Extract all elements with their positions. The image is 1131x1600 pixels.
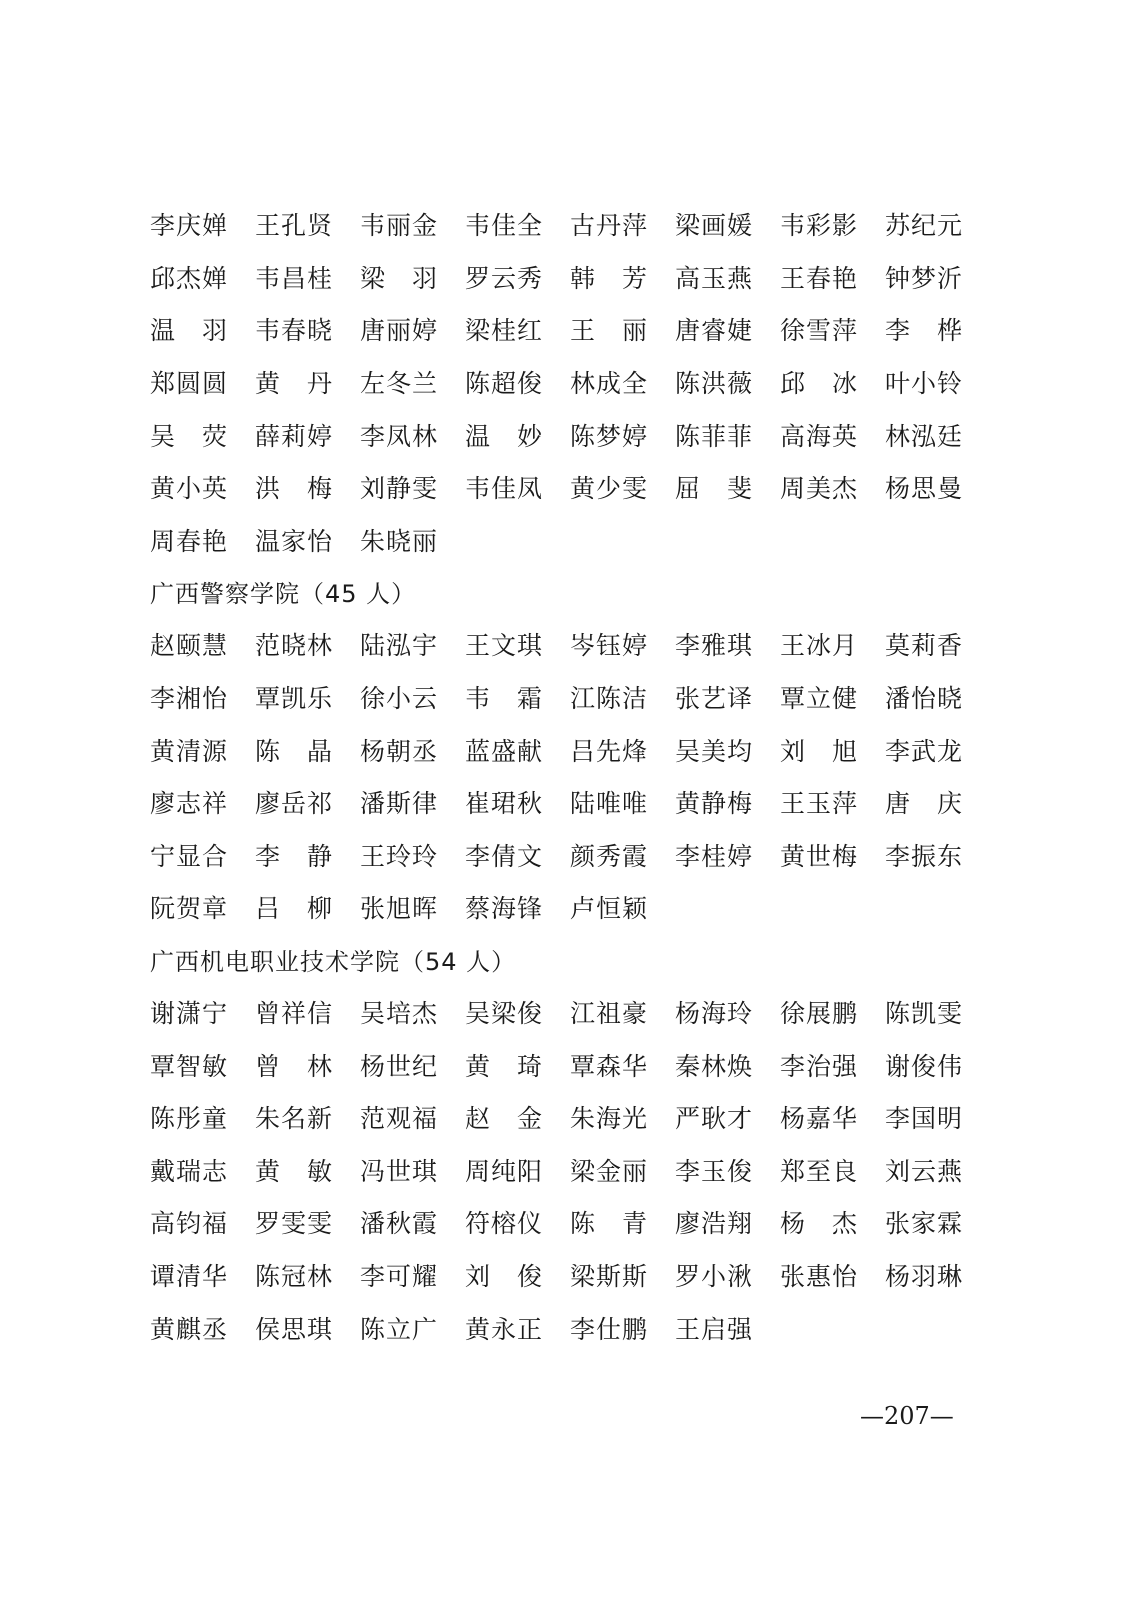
name-entry: 范晓林 (255, 631, 334, 661)
name-entry: 吕 柳 (255, 894, 334, 924)
name-entry: 徐小云 (360, 684, 439, 714)
section-heading: 广西警察学院（45 人） (150, 580, 417, 609)
name-entry: 黄 敏 (255, 1156, 334, 1186)
name-entry: 朱名新 (255, 1104, 334, 1134)
name-entry: 吴培杰 (360, 999, 439, 1029)
name-entry: 韦春晓 (255, 316, 334, 346)
section-heading: 广西机电职业技术学院（54 人） (150, 947, 517, 976)
name-entry: 邱杰婵 (150, 263, 229, 293)
name-entry: 李雅琪 (675, 631, 754, 661)
name-entry: 曾 林 (255, 1051, 334, 1081)
name-entry: 李 静 (255, 841, 334, 871)
name-entry: 莫莉香 (885, 631, 964, 661)
name-entry: 覃森华 (570, 1051, 649, 1081)
name-entry: 陈冠林 (255, 1261, 334, 1291)
name-entry: 崔珺秋 (465, 789, 544, 819)
name-entry: 吴 荧 (150, 421, 229, 451)
name-entry: 李仕鹏 (570, 1314, 649, 1344)
section-guangxi-mechanical-electrical-college (150, 936, 980, 1356)
name-entry: 江陈洁 (570, 684, 649, 714)
name-entry: 张艺译 (675, 684, 754, 714)
name-entry: 颜秀霞 (570, 841, 649, 871)
name-entry: 刘云燕 (885, 1156, 964, 1186)
name-entry: 李桂婷 (675, 841, 754, 871)
name-entry: 高海英 (780, 421, 859, 451)
name-entry: 王冰月 (780, 631, 859, 661)
name-entry: 赵 金 (465, 1104, 544, 1134)
name-entry: 刘静雯 (360, 474, 439, 504)
name-entry: 赵颐慧 (150, 631, 229, 661)
name-entry: 江祖豪 (570, 999, 649, 1029)
name-entry: 戴瑞志 (150, 1156, 229, 1186)
name-entry: 刘 旭 (780, 736, 859, 766)
name-entry: 杨海玲 (675, 999, 754, 1029)
name-entry: 秦林焕 (675, 1051, 754, 1081)
name-entry: 黄 丹 (255, 369, 334, 399)
name-entry: 洪 梅 (255, 474, 334, 504)
name-entry: 李国明 (885, 1104, 964, 1134)
name-entry: 蔡海锋 (465, 894, 544, 924)
name-entry: 朱晓丽 (360, 526, 439, 556)
name-entry: 唐睿婕 (675, 316, 754, 346)
name-entry: 温家怡 (255, 526, 334, 556)
name-entry: 张惠怡 (780, 1261, 859, 1291)
name-entry: 黄静梅 (675, 789, 754, 819)
name-entry: 陆泓宇 (360, 631, 439, 661)
name-entry: 钟梦沂 (885, 263, 964, 293)
name-entry: 吴梁俊 (465, 999, 544, 1029)
name-entry: 符榕仪 (465, 1209, 544, 1239)
name-entry: 阮贺章 (150, 894, 229, 924)
name-entry: 张家霖 (885, 1209, 964, 1239)
name-entry: 卢恒颖 (570, 894, 649, 924)
name-entry: 黄小英 (150, 474, 229, 504)
name-entry: 李凤林 (360, 421, 439, 451)
name-entry: 覃智敏 (150, 1051, 229, 1081)
name-entry: 王 丽 (570, 316, 649, 346)
name-list-content (150, 200, 980, 1356)
name-entry: 韦佳全 (465, 211, 544, 241)
name-entry: 陈菲菲 (675, 421, 754, 451)
name-entry: 韦 霜 (465, 684, 544, 714)
name-entry: 李可耀 (360, 1261, 439, 1291)
name-entry: 黄世梅 (780, 841, 859, 871)
name-entry: 谢潇宁 (150, 999, 229, 1029)
name-entry: 黄清源 (150, 736, 229, 766)
name-entry: 廖浩翔 (675, 1209, 754, 1239)
name-entry: 温 妙 (465, 421, 544, 451)
name-entry: 周美杰 (780, 474, 859, 504)
name-entry: 冯世琪 (360, 1156, 439, 1186)
name-entry: 郑至良 (780, 1156, 859, 1186)
name-entry: 王春艳 (780, 263, 859, 293)
name-entry: 林成全 (570, 369, 649, 399)
section-guangxi-police-college (150, 568, 980, 936)
name-entry: 梁金丽 (570, 1156, 649, 1186)
name-entry: 梁斯斯 (570, 1261, 649, 1291)
name-entry: 梁桂红 (465, 316, 544, 346)
name-entry: 韦彩影 (780, 211, 859, 241)
name-entry: 郑圆圆 (150, 369, 229, 399)
name-entry: 黄麒丞 (150, 1314, 229, 1344)
name-entry: 王玉萍 (780, 789, 859, 819)
name-entry: 薛莉婷 (255, 421, 334, 451)
name-entry: 韦佳凤 (465, 474, 544, 504)
name-entry: 杨世纪 (360, 1051, 439, 1081)
name-entry: 廖岳祁 (255, 789, 334, 819)
name-entry: 潘怡晓 (885, 684, 964, 714)
name-entry: 李振东 (885, 841, 964, 871)
name-entry: 周春艳 (150, 526, 229, 556)
name-entry: 潘斯律 (360, 789, 439, 819)
name-grid (150, 988, 980, 1356)
name-entry: 李治强 (780, 1051, 859, 1081)
name-entry: 李玉俊 (675, 1156, 754, 1186)
page-number: —207— (860, 1402, 954, 1430)
name-entry: 罗雯雯 (255, 1209, 334, 1239)
name-entry: 杨羽琳 (885, 1261, 964, 1291)
name-entry: 邱 冰 (780, 369, 859, 399)
name-entry: 梁 羽 (360, 263, 439, 293)
name-entry: 吕先烽 (570, 736, 649, 766)
name-grid (150, 200, 980, 568)
name-entry: 黄永正 (465, 1314, 544, 1344)
name-entry: 吴美均 (675, 736, 754, 766)
name-entry: 黄少雯 (570, 474, 649, 504)
name-entry: 王文琪 (465, 631, 544, 661)
name-entry: 覃凯乐 (255, 684, 334, 714)
name-entry: 杨思曼 (885, 474, 964, 504)
name-entry: 梁画媛 (675, 211, 754, 241)
name-entry: 罗云秀 (465, 263, 544, 293)
name-entry: 古丹萍 (570, 211, 649, 241)
name-entry: 陈 青 (570, 1209, 649, 1239)
name-entry: 唐丽婷 (360, 316, 439, 346)
name-entry: 岑钰婷 (570, 631, 649, 661)
name-entry: 罗小湫 (675, 1261, 754, 1291)
name-grid (150, 620, 980, 936)
name-entry: 陆唯唯 (570, 789, 649, 819)
name-entry: 杨嘉华 (780, 1104, 859, 1134)
name-entry: 李倩文 (465, 841, 544, 871)
name-entry: 李湘怡 (150, 684, 229, 714)
name-entry: 屈 斐 (675, 474, 754, 504)
name-entry: 曾祥信 (255, 999, 334, 1029)
name-entry: 陈梦婷 (570, 421, 649, 451)
section-continued-list (150, 200, 980, 568)
name-entry: 陈凯雯 (885, 999, 964, 1029)
name-entry: 杨 杰 (780, 1209, 859, 1239)
name-entry: 陈立广 (360, 1314, 439, 1344)
name-entry: 周纯阳 (465, 1156, 544, 1186)
name-entry: 侯思琪 (255, 1314, 334, 1344)
name-entry: 左冬兰 (360, 369, 439, 399)
name-entry: 高玉燕 (675, 263, 754, 293)
name-entry: 谢俊伟 (885, 1051, 964, 1081)
name-entry: 王玲玲 (360, 841, 439, 871)
name-entry: 陈洪薇 (675, 369, 754, 399)
name-entry: 陈 晶 (255, 736, 334, 766)
name-entry: 韦丽金 (360, 211, 439, 241)
name-entry: 苏纪元 (885, 211, 964, 241)
name-entry: 温 羽 (150, 316, 229, 346)
name-entry: 廖志祥 (150, 789, 229, 819)
name-entry: 韩 芳 (570, 263, 649, 293)
name-entry: 陈彤童 (150, 1104, 229, 1134)
name-entry: 范观福 (360, 1104, 439, 1134)
name-entry: 李 桦 (885, 316, 964, 346)
name-entry: 潘秋霞 (360, 1209, 439, 1239)
name-entry: 刘 俊 (465, 1261, 544, 1291)
name-entry: 徐展鹏 (780, 999, 859, 1029)
name-entry: 韦昌桂 (255, 263, 334, 293)
name-entry: 蓝盛献 (465, 736, 544, 766)
name-entry: 杨朝丞 (360, 736, 439, 766)
name-entry: 王孔贤 (255, 211, 334, 241)
name-entry: 陈超俊 (465, 369, 544, 399)
name-entry: 李武龙 (885, 736, 964, 766)
name-entry: 林泓廷 (885, 421, 964, 451)
name-entry: 唐 庆 (885, 789, 964, 819)
name-entry: 李庆婵 (150, 211, 229, 241)
name-entry: 谭清华 (150, 1261, 229, 1291)
name-entry: 宁显合 (150, 841, 229, 871)
name-entry: 徐雪萍 (780, 316, 859, 346)
name-entry: 朱海光 (570, 1104, 649, 1134)
name-entry: 张旭晖 (360, 894, 439, 924)
name-entry: 覃立健 (780, 684, 859, 714)
name-entry: 黄 琦 (465, 1051, 544, 1081)
name-entry: 高钧福 (150, 1209, 229, 1239)
name-entry: 王启强 (675, 1314, 754, 1344)
name-entry: 严耿才 (675, 1104, 754, 1134)
name-entry: 叶小铃 (885, 369, 964, 399)
